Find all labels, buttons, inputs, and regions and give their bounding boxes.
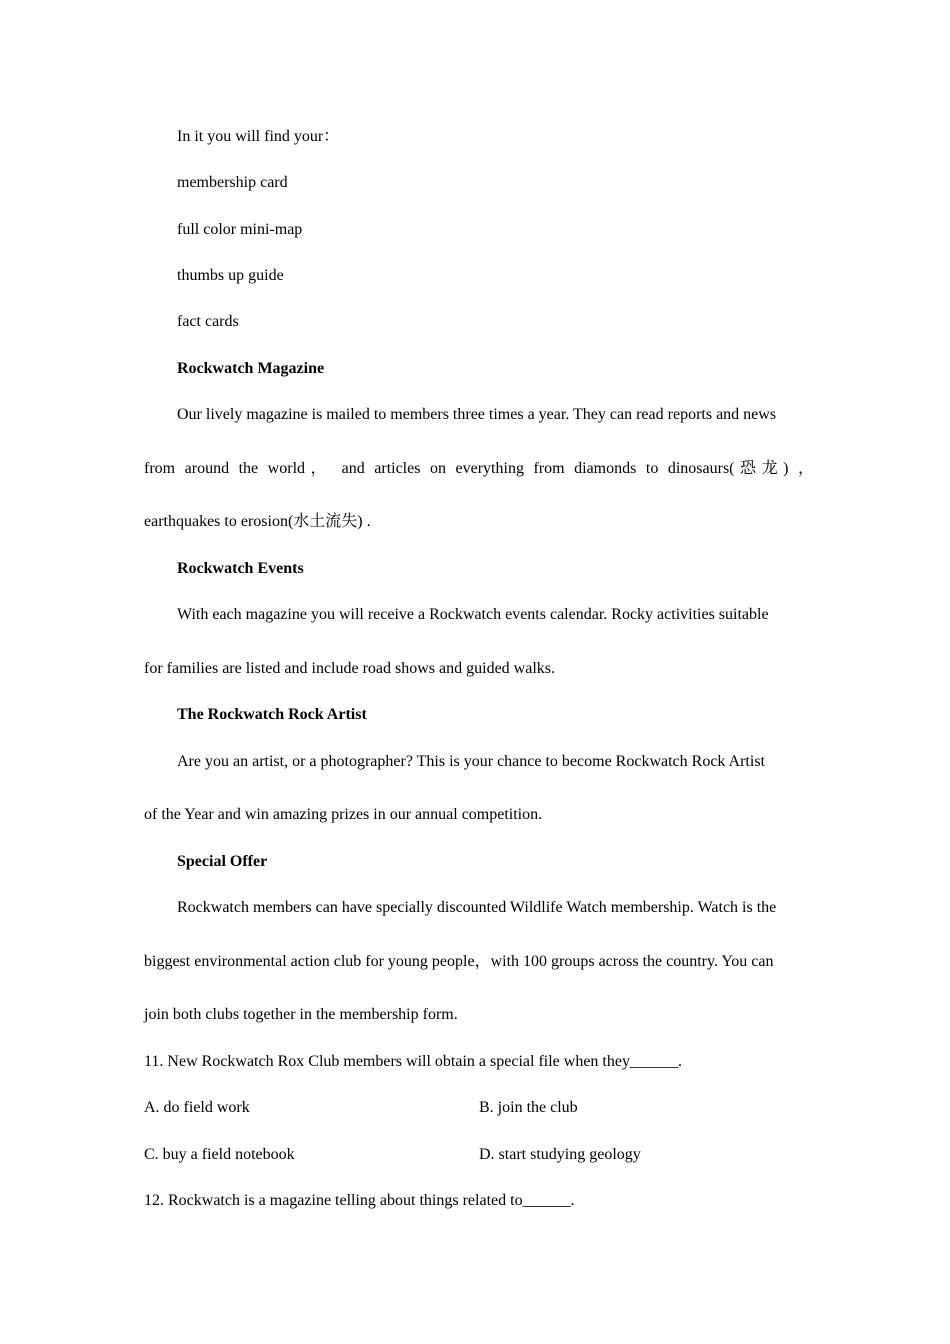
magazine-paragraph-line: Our lively magazine is mailed to members three times a year. They can read reports and news <box>177 406 777 423</box>
list-item-fact-cards: fact cards <box>177 313 239 330</box>
artist-paragraph-line: of the Year and win amazing prizes in our annual competition. <box>144 806 543 823</box>
intro-text: In it you will find your： <box>177 128 340 145</box>
offer-paragraph-line: biggest environmental action club for young people，with 100 groups across the country. You can <box>144 953 774 970</box>
magazine-paragraph-line: from around the world， and articles on everything from diamonds to dinosaurs(恐龙) ， <box>144 460 814 477</box>
events-paragraph-line: for families are listed and include road shows and guided walks. <box>144 660 555 677</box>
events-paragraph-line: With each magazine you will receive a Rockwatch events calendar. Rocky activities suitable <box>177 606 769 623</box>
offer-heading: Special Offer <box>177 853 268 870</box>
artist-heading: The Rockwatch Rock Artist <box>177 706 367 723</box>
question-11-option-c: C. buy a field notebook <box>144 1146 295 1163</box>
question-11-stem: 11. New Rockwatch Rox Club members will obtain a special file when they______. <box>144 1053 682 1070</box>
question-11-option-b: B. join the club <box>479 1099 578 1116</box>
question-11-option-a: A. do field work <box>144 1099 250 1116</box>
offer-paragraph-line: join both clubs together in the membership form. <box>144 1006 458 1023</box>
magazine-paragraph-line: earthquakes to erosion(水土流失) . <box>144 513 371 530</box>
offer-paragraph-line: Rockwatch members can have specially discounted Wildlife Watch membership. Watch is the <box>177 899 777 916</box>
artist-paragraph-line: Are you an artist, or a photographer? This is your chance to become Rockwatch Rock Artist <box>177 753 765 770</box>
list-item-mini-map: full color mini-map <box>177 221 303 238</box>
events-heading: Rockwatch Events <box>177 560 304 577</box>
list-item-membership-card: membership card <box>177 174 288 191</box>
list-item-guide: thumbs up guide <box>177 267 284 284</box>
question-12-stem: 12. Rockwatch is a magazine telling about things related to______. <box>144 1192 575 1209</box>
question-11-option-d: D. start studying geology <box>479 1146 641 1163</box>
magazine-heading: Rockwatch Magazine <box>177 360 325 377</box>
